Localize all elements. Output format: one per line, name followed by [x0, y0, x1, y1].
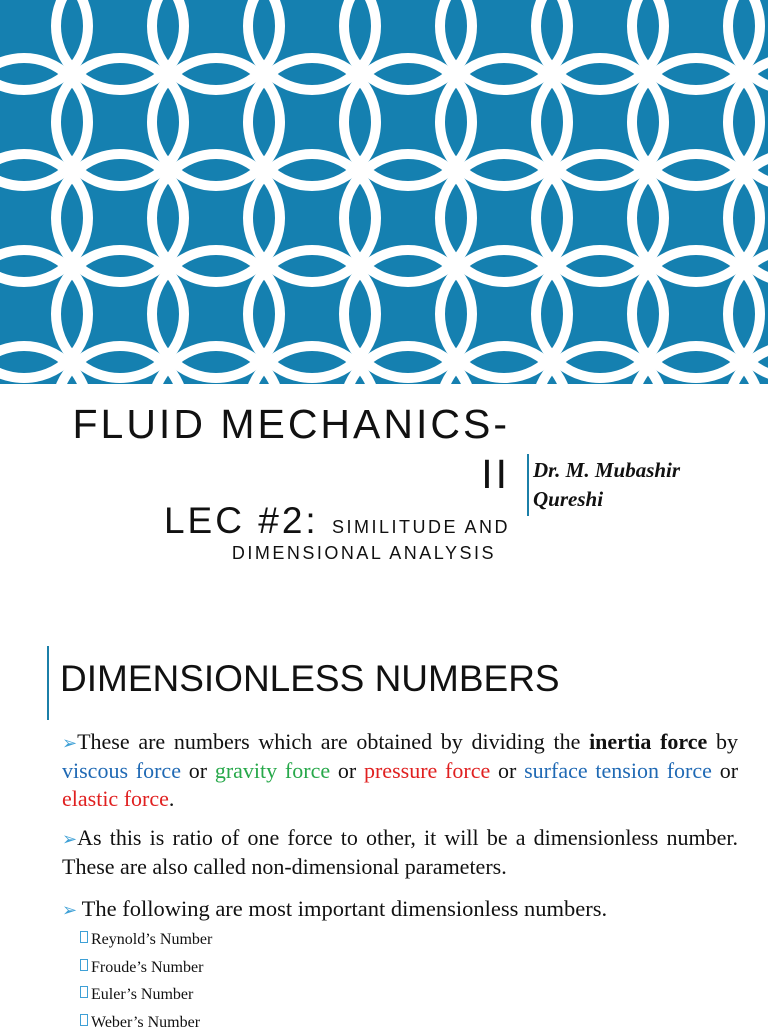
list-item: Reynold’s Number: [80, 926, 212, 954]
section-title: DIMENSIONLESS NUMBERS: [60, 660, 560, 697]
dimensionless-number-list: [80, 926, 212, 1036]
square-bullet-icon: [80, 931, 88, 943]
lecture-topic-1: SIMILITUDE AND: [332, 517, 510, 537]
lecture-title: [164, 502, 510, 539]
lecture-number: LEC #2:: [164, 500, 332, 541]
list-item: Weber’s Number: [80, 1009, 212, 1036]
paragraph-ratio: ➢As this is ratio of one force to other, it will be a dimensionless number. These are also called non-dimensional parameters.: [62, 824, 738, 881]
course-title: FLUID MECHANICS-: [72, 404, 510, 445]
author-name: [533, 456, 680, 514]
square-bullet-icon: [80, 986, 88, 998]
arrow-bullet-icon: ➢: [62, 733, 77, 753]
list-item: Euler’s Number: [80, 981, 212, 1009]
author-line-2: Qureshi: [533, 485, 680, 514]
arrow-bullet-icon: ➢: [62, 829, 77, 849]
section-divider: [47, 646, 49, 720]
paragraph-definition: ➢These are numbers which are obtained by dividing the inertia force by viscous force or gravity force or pressure force or surface tension force or elastic force.: [62, 728, 738, 813]
circle-pattern-icon: [0, 0, 768, 384]
list-item: Froude’s Number: [80, 954, 212, 982]
course-title-suffix: II: [481, 454, 510, 495]
lecture-topic-2: DIMENSIONAL ANALYSIS: [232, 544, 496, 562]
pattern-banner: [0, 0, 768, 384]
author-divider: [527, 454, 529, 516]
author-line-1: Dr. M. Mubashir: [533, 456, 680, 485]
arrow-bullet-icon: ➢: [62, 900, 82, 920]
square-bullet-icon: [80, 959, 88, 971]
paragraph-list-intro: ➢ The following are most important dimensionless numbers.: [62, 895, 738, 924]
